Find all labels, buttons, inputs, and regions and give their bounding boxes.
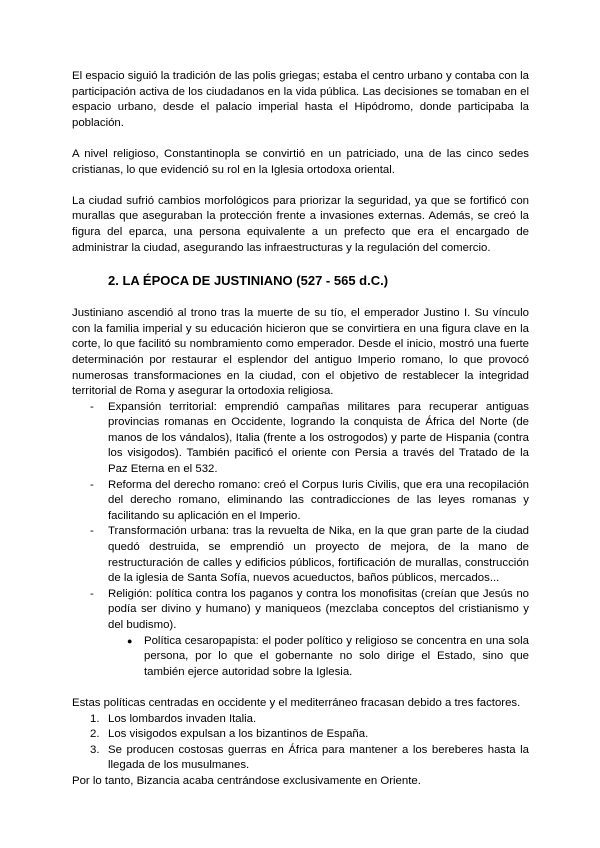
factors-list	[72, 712, 529, 774]
sub-list-item-text: Política cesaropapista: el poder político y religioso se concentra en una sola persona, por lo que el gobernante no solo dirige el Estado, sino que también ejerce autoridad sobre la Iglesia.	[144, 634, 529, 678]
list-item-text: Transformación urbana: tras la revuelta de Nika, en la que gran parte de la ciudad quedó destruida, se emprendió un proyecto de mejora, de la mano de restructuración de calles y edificios públicos, fortificación de murallas, construcción de la iglesia de Santa Sofía, nuevos acueductos, baños públicos, mercados...	[108, 525, 529, 585]
list-item-text: Reforma del derecho romano: creó el Corpus Iuris Civilis, que era una recopilación del derecho romano, eliminando las contradicciones de las leyes romanas y facilitando su aplicación en el Imperio.	[108, 478, 529, 522]
list-item	[90, 400, 529, 478]
paragraph-failure-intro: Estas políticas centradas en occidente y el mediterráneo fracasan debido a tres factores.	[72, 696, 521, 709]
list-item	[90, 743, 529, 774]
list-number: 2.	[90, 728, 100, 741]
sub-list	[108, 634, 529, 681]
paragraph-conclusion: Por lo tanto, Bizancia acaba centrándose exclusivamente en Oriente.	[72, 774, 421, 787]
dash-marker: -	[90, 587, 94, 600]
paragraph-morphological-changes: La ciudad sufrió cambios morfológicos para priorizar la seguridad, ya que se fortificó con murallas que aseguraban la protección frente a invasiones externas. Además, se creó la figura del eparca, una persona equivalente a un prefecto que era el encargado de administrar la ciudad, asegurando las infraestructuras y la regulación del comercio.	[72, 194, 529, 254]
dash-marker: -	[90, 525, 94, 538]
section-heading: 2. LA ÉPOCA DE JUSTINIANO (527 - 565 d.C.)	[108, 273, 389, 289]
list-item	[90, 712, 529, 728]
list-item	[90, 587, 529, 681]
list-item	[90, 524, 529, 586]
list-item-text: Los visigodos expulsan a los bizantinos de España.	[108, 728, 369, 741]
dash-marker: -	[90, 400, 94, 413]
sub-list-item	[127, 634, 529, 681]
list-item	[90, 478, 529, 525]
list-item-text: Se producen costosas guerras en África para mantener a los bereberes hasta la llegada de los musulmanes.	[108, 743, 529, 772]
paragraph-religious-level: A nivel religioso, Constantinopla se convirtió en un patriciado, una de las cinco sedes cristianas, lo que evidenció su rol en la Iglesia ortodoxa oriental.	[72, 147, 529, 176]
page-content	[72, 69, 529, 790]
bullet-dot-icon: ●	[127, 635, 133, 646]
list-number: 3.	[90, 743, 100, 756]
policy-list	[72, 400, 529, 681]
list-item	[90, 727, 529, 743]
paragraph-urban-space: El espacio siguió la tradición de las polis griegas; estaba el centro urbano y contaba con la participación activa de los ciudadanos en la vida pública. Las decisiones se tomaban en el espacio urbano, desde el palacio imperial hasta el Hipódromo, donde participaba la población.	[72, 70, 529, 129]
list-number: 1.	[90, 712, 100, 725]
list-item-text: Los lombardos invaden Italia.	[108, 712, 257, 725]
list-item-text: Expansión territorial: emprendió campañas militares para recuperar antiguas provincias romanas en Occidente, logrando la conquista de África del Norte (de manos de los vándalos), Italia (frente a los ostrogodos) y parte de Hispania (contra los visigodos). También pacificó el oriente con Persia a través del Tratado de la Paz Eterna en el 532.	[108, 400, 529, 476]
dash-marker: -	[90, 478, 94, 491]
list-item-text: Religión: política contra los paganos y contra los monofisitas (creían que Jesús no podía ser divino y humano) y maniqueos (mezclaba conceptos del cristianismo y del budismo).	[108, 587, 529, 631]
paragraph-justinian-intro: Justiniano ascendió al trono tras la muerte de su tío, el emperador Justino I. Su vínculo con la familia imperial y su educación hicieron que se convirtiera en una figura clave en la corte, lo que facilitó su nombramiento como emperador. Desde el inicio, mostró una fuerte determinación por restaurar el esplendor del antiguo Imperio romano, lo que provocó numerosas transformaciones en la ciudad, con el objetivo de restablecer la integridad territorial de Roma y asegurar la ortodoxia religiosa.	[72, 307, 529, 398]
